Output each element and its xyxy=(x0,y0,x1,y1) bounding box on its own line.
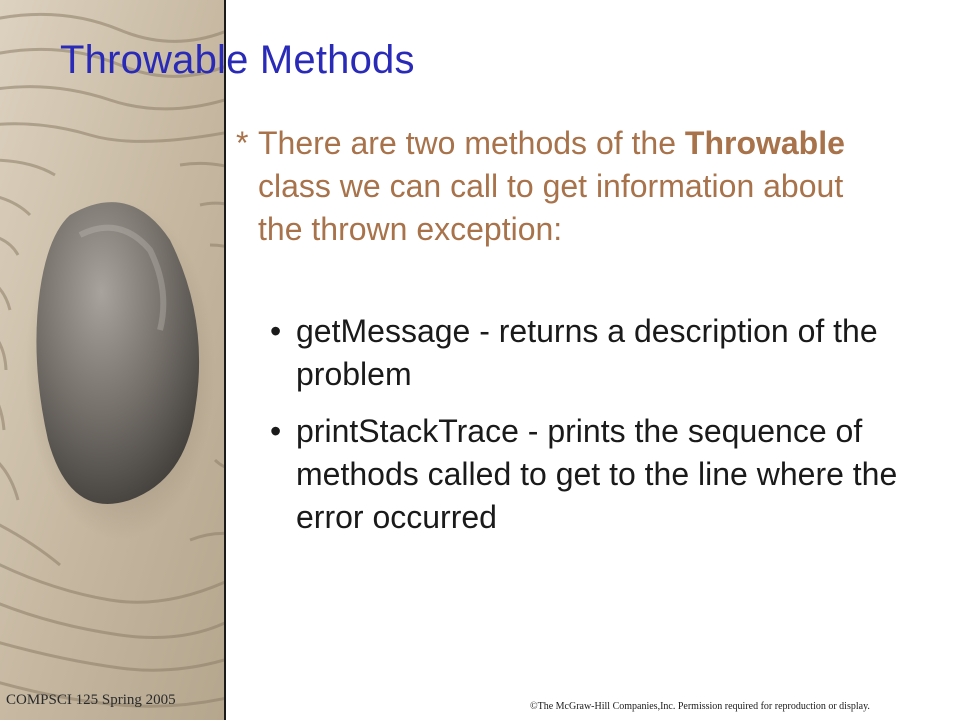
zen-sand-stone-image xyxy=(0,0,224,720)
intro-text-end: class we can call to get information about the thrown exception: xyxy=(258,168,844,247)
intro-text-start: There are two methods of the xyxy=(258,125,685,161)
bullet-marker: • xyxy=(270,413,282,449)
panel-divider xyxy=(224,0,226,720)
bullet-text: getMessage - returns a description of the problem xyxy=(296,313,878,392)
throwable-keyword: Throwable xyxy=(684,125,845,161)
copyright-footer: ©The McGraw-Hill Companies,Inc. Permission required for reproduction or display. xyxy=(530,701,870,712)
slide-title: Throwable Methods xyxy=(60,38,415,82)
bullet-text: printStackTrace - prints the sequence of methods called to get to the line where the error occurred xyxy=(296,413,898,535)
intro-text xyxy=(236,122,856,251)
bullet-printstacktrace xyxy=(270,410,910,539)
bullet-marker: • xyxy=(270,313,282,349)
intro-bullet xyxy=(236,122,856,251)
bullet-getmessage xyxy=(270,310,910,396)
asterisk-bullet-marker: * xyxy=(236,125,249,161)
course-footer: COMPSCI 125 Spring 2005 xyxy=(6,692,176,708)
